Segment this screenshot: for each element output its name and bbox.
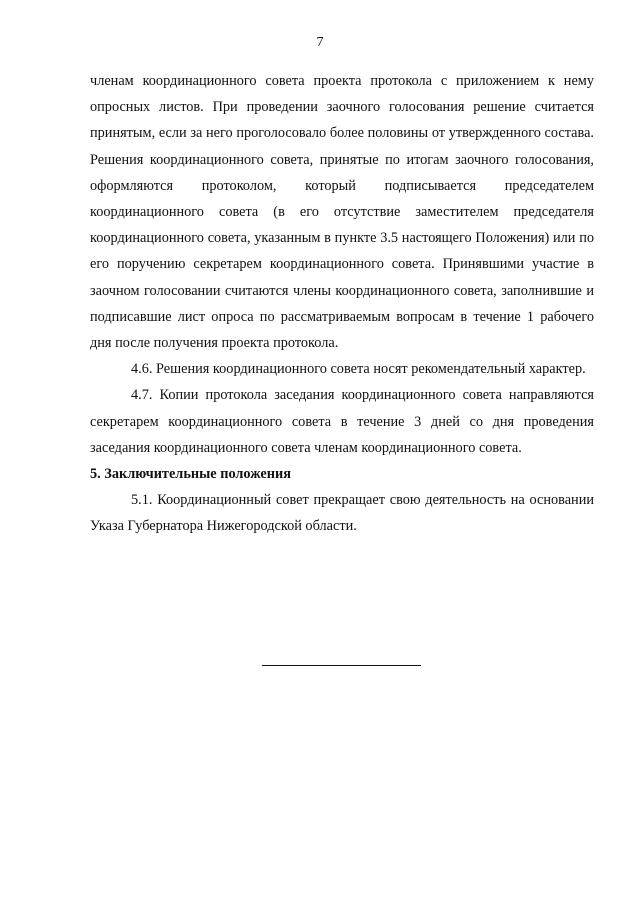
paragraph-4-7: 4.7. Копии протокола заседания координационного совета направляются секретарем координационного совета в течение 3 дней со дня проведения заседания координационного совета членам координационного совета. — [90, 387, 594, 456]
paragraph-4-6: 4.6. Решения координационного совета носят рекомендательный характер. — [131, 361, 586, 378]
paragraph-5-1: 5.1. Координационный совет прекращает свою деятельность на основании Указа Губернатора Нижегородской области. — [90, 492, 594, 535]
end-divider-line — [262, 665, 421, 666]
section-heading-5: 5. Заключительные положения — [90, 466, 291, 483]
paragraph-continuation: членам координационного совета проекта протокола с приложением к нему опросных листов. При проведении заочного голосования решение считается принятым, если за него проголосовало более половины от утвержденного состава. Решения координационного совета, принятые по итогам заочного голосования, оформляются протоколом, который подписывается председателем координационного совета (в его отсутствие заместителем председателя координационного совета, указанным в пункте 3.5 настоящего Положения) или по его поручению секретарем координационного совета. Принявшими участие в заочном голосовании считаются члены координационного совета, заполнившие и подписавшие лист опроса по рассматриваемым вопросам в течение 1 рабочего дня после получения проекта протокола. — [90, 73, 594, 352]
document-body — [90, 68, 594, 540]
page-number: 7 — [316, 35, 324, 50]
